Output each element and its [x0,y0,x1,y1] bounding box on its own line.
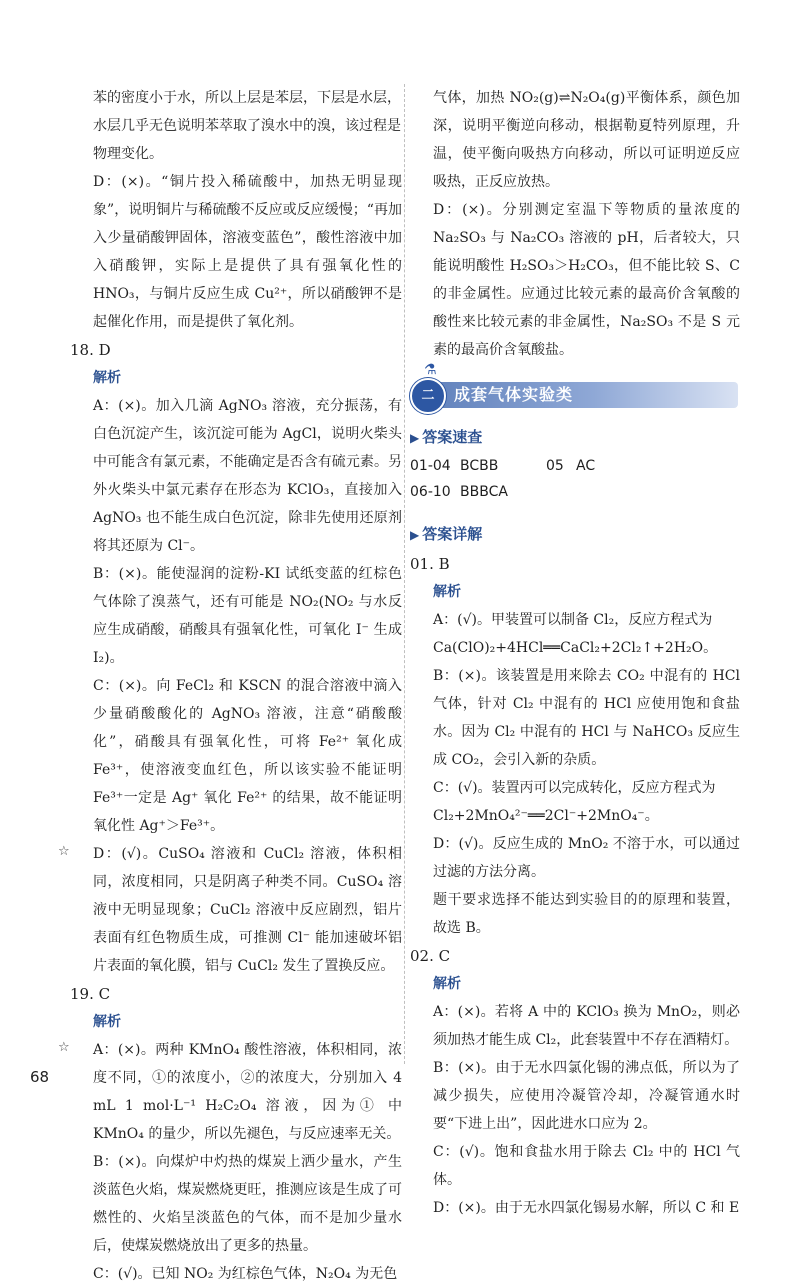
left-column [58,84,402,1288]
option-b-paragraph: B：(×)。能使湿润的淀粉-KI 试纸变蓝的红棕色气体除了溴蒸气，还有可能是 NO₂(NO₂ 与水反应生成硝酸，硝酸具有强氧化性，可氧化 I⁻ 生成 I₂)。 [93,566,402,666]
right-column [410,84,740,1222]
continuation-paragraph: 气体，加热 NO₂(g)⇌N₂O₄(g)平衡体系，颜色加深，说明平衡逆向移动，根据勒夏特列原理，升温，使平衡向吸热方向移动，所以可证明逆反应吸热，正反应放热。 [433,90,740,190]
option-b-paragraph: B：(×)。该装置是用来除去 CO₂ 中混有的 HCl 气体，针对 Cl₂ 中混有的 HCl 应使用饱和食盐水。因为 Cl₂ 中混有的 HCl 与 NaHCO₃ 反应生成 CO₂，会引入新的杂质。 [433,668,740,768]
section-number-badge: 二 [410,378,446,414]
quick-answer-heading: ▶ 答案速查 [410,428,483,446]
option-a-paragraph: A：(√)。甲装置可以制备 Cl₂，反应方程式为 [433,612,713,628]
section-title: 成套气体实验类 [454,385,574,404]
text-line: 水层几乎无色说明苯萃取了溴水中的溴，该过程是 [93,118,401,134]
conclusion-paragraph: 题干要求选择不能达到实验目的的原理和装置，故选 B。 [433,892,740,936]
question-number-02: 02. C [410,947,451,965]
option-d-paragraph: D：(×)。“铜片投入稀硫酸中，加热无明显现象”，说明铜片与稀硫酸不反应或反应缓慢；“再加入少量硝酸钾固体，溶液变蓝色”，酸性溶液中加入硝酸钾，实际上是提供了具有强氧化性的 HNO₃，与铜片反应生成 Cu²⁺，所以硝酸钾不是起催化作用，而是提供了氧化剂。 [93,174,402,330]
section-banner [410,362,740,416]
analysis-label: 解析 [93,1014,121,1030]
option-d-paragraph: D：(√)。反应生成的 MnO₂ 不溶于水，可以通过过滤的方法分离。 [433,836,740,880]
option-d-paragraph: D：(×)。分别测定室温下等物质的量浓度的 Na₂SO₃ 与 Na₂CO₃ 溶液的 pH，后者较大，只能说明酸性 H₂SO₃＞H₂CO₃，但不能比较 S、C 的非金属性。应通过比较元素的最高价含氧酸的酸性来比较元素的非金属性，Na₂SO₃ 不是 S 元素的最高价含氧酸盐。 [433,202,740,358]
question-number-01: 01. B [410,555,450,573]
equation-line: Ca(ClO)₂+4HCl══CaCl₂+2Cl₂↑+2H₂O。 [433,640,718,656]
analysis-label: 解析 [433,584,461,600]
option-d-paragraph: D：(×)。由于无水四氯化锡易水解，所以 C 和 E [433,1200,740,1216]
triangle-icon: ▶ [410,528,420,542]
triangle-icon: ▶ [410,431,420,445]
option-a-paragraph: A：(×)。两种 KMnO₄ 酸性溶液，体积相同，浓度不同，①的浓度小，②的浓度大，分别加入 4 mL 1 mol·L⁻¹ H₂C₂O₄ 溶液，因为① 中 KMnO₄ 的量少，所以先褪色，与反应速率无关。 [93,1042,402,1142]
option-a-paragraph: A：(×)。加入几滴 AgNO₃ 溶液，充分振荡，有白色沉淀产生，该沉淀可能为 AgCl，说明火柴头中可能含有氯元素，不能确定是否含有硫元素。另外火柴头中氯元素存在形态为 KClO₃，直接加入 AgNO₃ 也不能生成白色沉淀，除非先使用还原剂将其还原为 Cl⁻。 [93,398,402,554]
answer-row: 01-04 BCBB 05 AC [410,458,596,474]
page-number: 68 [30,1068,50,1086]
analysis-label: 解析 [93,370,121,386]
question-number-18: 18. D [70,341,111,359]
starred-option [58,840,402,980]
answer-row: 06-10 BBBCA [410,484,508,500]
question-number-19: 19. C [70,985,111,1003]
option-b-paragraph: B：(×)。向煤炉中灼热的煤炭上洒少量水，产生淡蓝色火焰，煤炭燃烧更旺，推测应该是生成了可燃性的、火焰呈淡蓝色的气体，而不是加少量水后，使煤炭燃烧放出了更多的热量。 [93,1154,402,1254]
option-a-paragraph: A：(×)。若将 A 中的 KClO₃ 换为 MnO₂，则必须加热才能生成 Cl₂，此套装置中不存在酒精灯。 [433,1004,740,1048]
equation-line: Cl₂+2MnO₄²⁻══2Cl⁻+2MnO₄⁻。 [433,808,659,824]
flask-icon: ⚗ [424,362,437,378]
option-c-paragraph: C：(√)。已知 NO₂ 为红棕色气体，N₂O₄ 为无色 [93,1266,398,1282]
star-icon: ☆ [58,1040,70,1055]
text-line: 苯的密度小于水，所以上层是苯层，下层是水层， [93,90,401,106]
option-c-paragraph: C：(×)。向 FeCl₂ 和 KSCN 的混合溶液中滴入少量硝酸酸化的 AgNO₃ 溶液，注意“硝酸酸化”，硝酸具有强氧化性，可将 Fe²⁺ 氧化成 Fe³⁺，使溶液变血红色，所以该实验不能证明 Fe³⁺一定是 Ag⁺ 氧化 Fe²⁺ 的结果，故不能证明氧化性 Ag⁺＞Fe³⁺。 [93,678,402,834]
option-d-paragraph: D：(√)。CuSO₄ 溶液和 CuCl₂ 溶液，体积相同，浓度相同，只是阴离子种类不同。CuSO₄ 溶液中无明显现象；CuCl₂ 溶液中反应剧烈，铝片表面有红色物质生成，可推测 Cl⁻ 能加速破坏铝片表面的氧化膜，铝与 CuCl₂ 发生了置换反应。 [93,846,402,974]
analysis-label: 解析 [433,976,461,992]
option-c-paragraph: C：(√)。装置丙可以完成转化，反应方程式为 [433,780,716,796]
option-c-paragraph: C：(√)。饱和食盐水用于除去 Cl₂ 中的 HCl 气体。 [433,1144,740,1188]
text-line: 物理变化。 [93,146,163,162]
option-b-paragraph: B：(×)。由于无水四氯化锡的沸点低，所以为了减少损失，应使用冷凝管冷却，冷凝管通水时要“下进上出”，因此进水口应为 2。 [433,1060,740,1132]
column-divider [404,84,406,1064]
starred-option [58,1036,402,1148]
detail-answer-heading: ▶ 答案详解 [410,525,483,543]
star-icon: ☆ [58,844,70,859]
